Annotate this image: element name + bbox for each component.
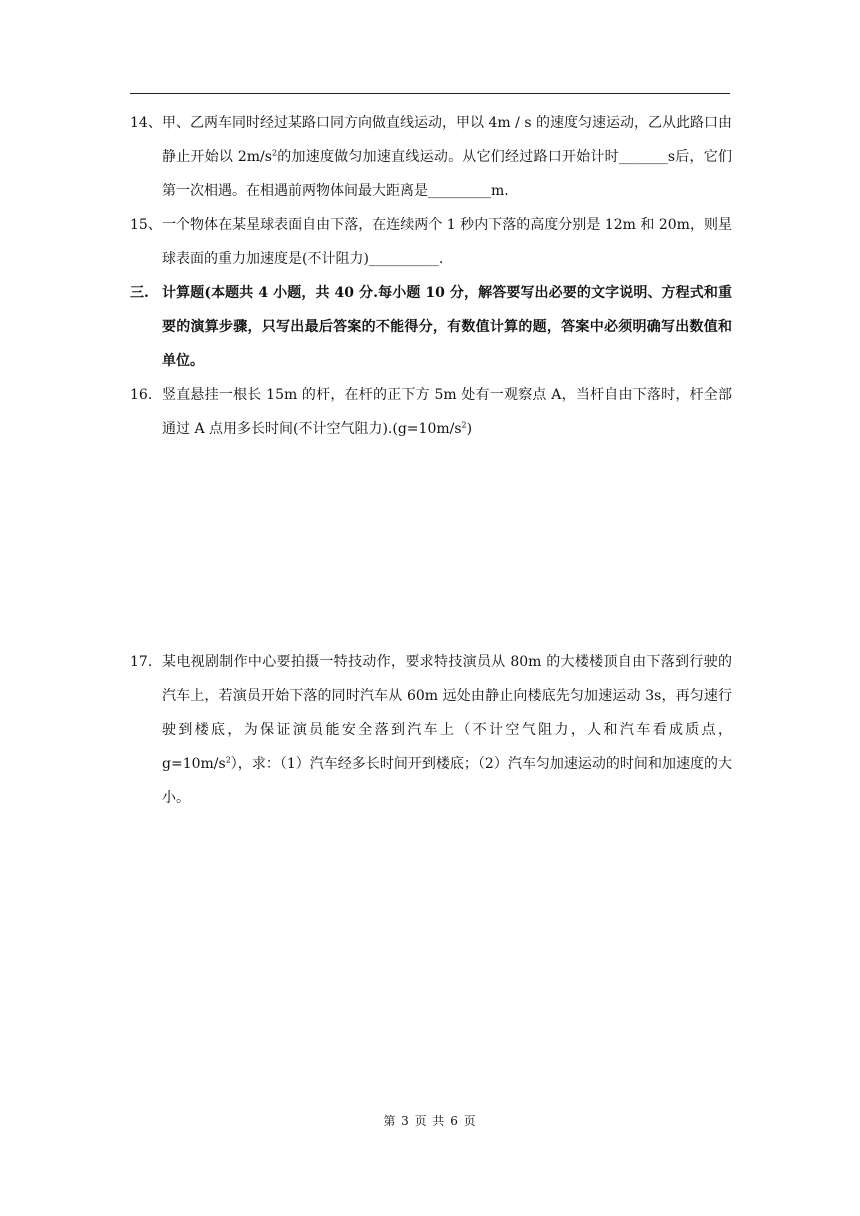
section-heading bbox=[130, 276, 732, 378]
question-text: 某电视剧制作中心要拍摄一特技动作，要求特技演员从 80m 的大楼楼顶自由下落到行驶的汽车上，若演员开始下落的同时汽车从 60m 远处由静止向楼底先匀加速运动 3s，再匀速行驶到楼底，为保证演员能安全落到汽车上（不计空气阻力，人和汽车看成质点，$g=10m/s^2$），求：（1）汽车经多长时间开到楼底；（2）汽车匀加速运动的时间和加速度的大小。 bbox=[162, 654, 732, 806]
question-14 bbox=[130, 106, 732, 208]
question-text: 一个物体在某星球表面自由下落，在连续两个 1 秒内下落的高度分别是 12m 和 20m，则星球表面的重力加速度是(不计阻力)__________. bbox=[162, 217, 732, 267]
answer-space bbox=[130, 446, 732, 645]
page-content bbox=[130, 106, 732, 815]
section-instructions: 计算题(本题共 4 小题，共 40 分.每小题 10 分，解答要写出必要的文字说明、方程式和重要的演算步骤，只写出最后答案的不能得分，有数值计算的题，答案中必须明确写出数值和单位。 bbox=[162, 285, 732, 369]
question-16 bbox=[130, 378, 732, 446]
question-number: 15、 bbox=[130, 217, 162, 233]
section-number: 三. bbox=[130, 285, 149, 301]
question-15 bbox=[130, 208, 732, 276]
question-number: 17. bbox=[130, 654, 153, 670]
page-footer: 第 3 页 共 6 页 bbox=[383, 1114, 477, 1128]
question-text: 甲、乙两车同时经过某路口同方向做直线运动，甲以 4m / s 的速度匀速运动，乙从此路口由静止开始以 $2m/s^2$的加速度做匀加速直线运动。从它们经过路口开始计时_______s后，它们第一次相遇。在相遇前两物体间最大距离是_________m. bbox=[162, 115, 732, 199]
question-number: 16. bbox=[130, 387, 153, 403]
question-text: 竖直悬挂一根长 15m 的杆，在杆的正下方 5m 处有一观察点 A，当杆自由下落时，杆全部通过 A 点用多长时间(不计空气阻力)$.(g=10m/s^2)$ bbox=[162, 387, 732, 437]
question-number: 14、 bbox=[130, 115, 162, 131]
header-rule bbox=[130, 93, 730, 94]
question-17 bbox=[130, 645, 732, 815]
